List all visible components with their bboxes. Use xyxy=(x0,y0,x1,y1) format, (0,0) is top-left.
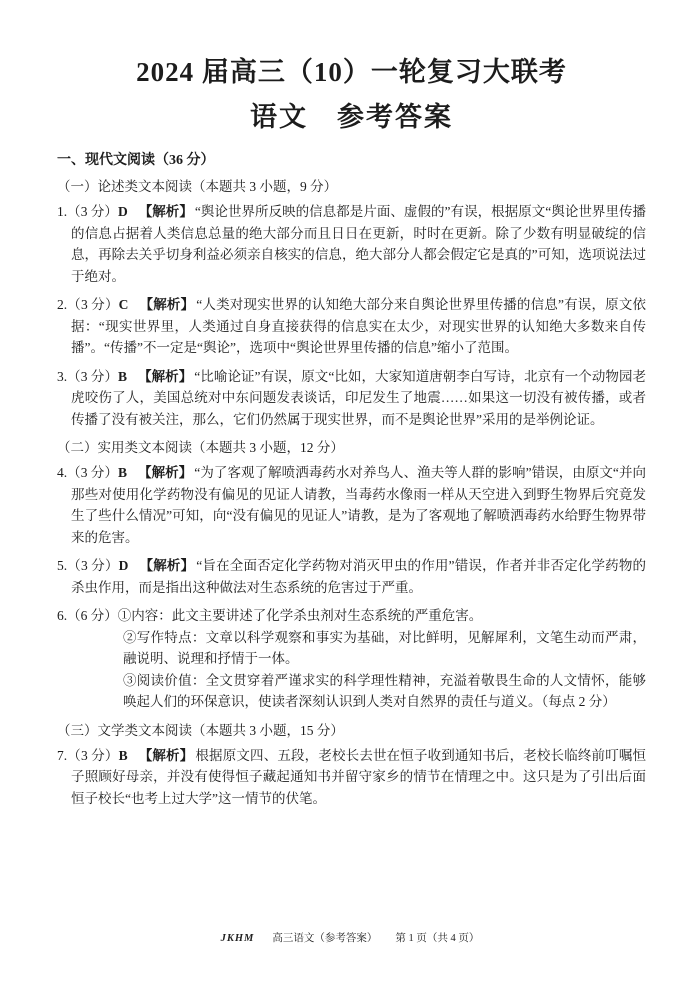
item-label: 3.（3 分） xyxy=(57,368,119,384)
item-explanation: “比喻论证”有误，原文“比如，大家知道唐朝李白写诗，北京有一个动物园老虎咬伤了人，美国总统对中东问题发表谈话，印尼发生了地震……如果这一切没有被传播，或者传播了没有被关注，那么，它们仍然属于现实世界，而不是舆论世界”采用的是举例论证。 xyxy=(71,368,647,427)
item-6-line-1 xyxy=(57,605,646,627)
item-label: 2.（3 分） xyxy=(57,297,119,312)
analysis-marker: 【解析】 xyxy=(138,204,193,219)
answer-item-7 xyxy=(57,745,646,810)
item-answer: C xyxy=(118,297,129,312)
answer-item-3 xyxy=(57,366,646,431)
footer-doc-title: 高三语文（参考答案） xyxy=(272,933,378,944)
item-answer: D xyxy=(117,204,128,219)
item-label: 6.（6 分） xyxy=(57,608,118,623)
item-label: 5.（3 分） xyxy=(57,558,119,573)
item-explanation: “舆论世界所反映的信息都是片面、虚假的”有误，根据原文“舆论世界里传播的信息占据着人类信息总量的绝大部分而且日日在更新，时时在更新。除了少数有明显破绽的信息，再除去关乎切身利益必须亲自核实的信息，绝大部分人都会假定它是真的”可知，选项说法过于绝对。 xyxy=(71,204,647,284)
item-answer: B xyxy=(118,465,128,480)
section-heading-modern-reading: 一、现代文阅读（36 分） xyxy=(57,153,215,168)
analysis-marker: 【解析】 xyxy=(139,558,195,573)
item-label: 7.（3 分） xyxy=(57,747,119,763)
item-label: 1.（3 分） xyxy=(57,204,118,219)
item-answer: D xyxy=(118,558,129,573)
answer-item-5 xyxy=(57,555,646,598)
footer-brand: JKHM xyxy=(220,933,255,944)
item-label: 4.（3 分） xyxy=(57,465,119,480)
analysis-marker: 【解析】 xyxy=(138,465,193,480)
item-explanation: “人类对现实世界的认知绝大部分来自舆论世界里传播的信息”有误，原文依据：“现实世界里，人类通过自身直接获得的信息实在太少，对现实世界的认知绝大多数来自传播”。“传播”不一定是“舆论”，选项中“舆论世界里传播的信息”缩小了范围。 xyxy=(71,297,647,355)
item-explanation: “旨在全面否定化学药物对消灭甲虫的作用”错误，作者并非否定化学药物的杀虫作用，而是指出这种做法对生态系统的危害过于严重。 xyxy=(71,558,647,595)
subsection-heading-practical: （二）实用类文本阅读（本题共 3 小题，12 分） xyxy=(57,440,344,455)
subsection-heading-literary: （三）文学类文本阅读（本题共 3 小题，15 分） xyxy=(57,722,344,738)
analysis-marker: 【解析】 xyxy=(138,747,194,763)
analysis-marker: 【解析】 xyxy=(138,368,193,384)
item-point-content: ①内容：此文主要讲述了化学杀虫剂对生态系统的严重危害。 xyxy=(117,608,483,623)
answer-item-4 xyxy=(57,462,646,548)
item-explanation: 根据原文四、五段，老校长去世在恒子收到通知书后，老校长临终前叮嘱恒子照顾好母亲，并没有使得恒子藏起通知书并留守家乡的情节在情理之中。这只是为了引出后面恒子校长“也考上过大学”这一情节的伏笔。 xyxy=(71,747,647,806)
answer-item-6 xyxy=(57,605,646,713)
answer-item-2 xyxy=(57,294,646,359)
answer-item-1 xyxy=(57,201,646,287)
item-point-value: ③阅读价值：全文贯穿着严谨求实的科学理性精神，充溢着敬畏生命的人文情怀，能够唤起人们的环保意识，使读者深刻认识到人类对自然界的责任与道义。（每点 2 分） xyxy=(123,672,646,709)
footer-page-number: 第 1 页（共 4 页） xyxy=(395,933,480,944)
item-point-style: ②写作特点：文章以科学观察和事实为基础，对比鲜明，见解犀利，文笔生动而严肃，融说明、说理和抒情于一体。 xyxy=(123,629,646,666)
page-footer xyxy=(0,930,700,945)
item-explanation: “为了客观了解喷洒毒药水对养鸟人、渔夫等人群的影响”错误，由原文“并向那些对使用化学药物没有偏见的见证人请教，当毒药水像雨一样从天空进入到野生物界后究竟发生了些什么情况”可知，向“没有偏见的见证人”请教，是为了客观地了解喷洒毒药水给野生物界带来的危害。 xyxy=(71,465,647,545)
item-answer: B xyxy=(118,747,128,763)
analysis-marker: 【解析】 xyxy=(139,297,195,312)
exam-title: 2024 届高三（10）一轮复习大联考 xyxy=(136,57,567,87)
subsection-heading-argumentative: （一）论述类文本阅读（本题共 3 小题，9 分） xyxy=(57,179,338,194)
item-answer: B xyxy=(118,368,128,384)
exam-subtitle: 语文 参考答案 xyxy=(250,102,453,132)
